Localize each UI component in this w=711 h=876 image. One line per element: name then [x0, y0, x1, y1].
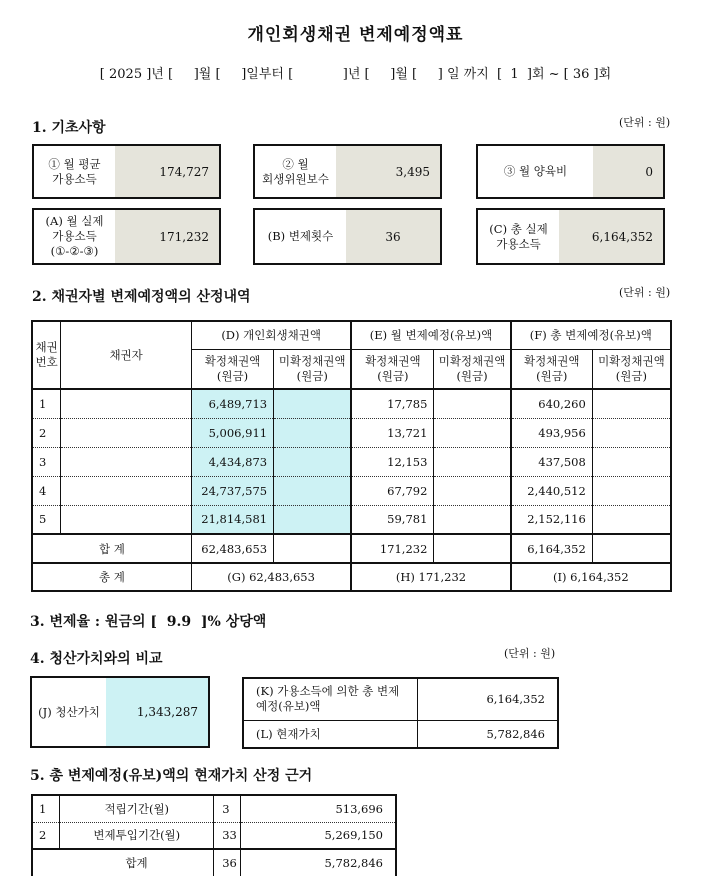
- row-no: 2: [32, 418, 61, 447]
- section3-heading: 3. 변제율 : 원금의 [ 9.9 ]% 상당액: [30, 614, 267, 630]
- total-h: (H) 171,232: [351, 563, 510, 591]
- row-creditor: [61, 389, 192, 418]
- present-value-table: [31, 794, 397, 876]
- col-creditor: 채권자: [61, 321, 192, 389]
- total-i: (I) 6,164,352: [511, 563, 671, 591]
- pv-row-no: [32, 849, 60, 876]
- row-f-unconfirmed: [592, 505, 671, 534]
- subtotal-f-unconfirmed: [592, 534, 671, 563]
- page-title: 개인회생채권 변제예정액표: [247, 25, 464, 45]
- row-d-unconfirmed: [274, 505, 352, 534]
- row-e-confirmed: 12,153: [351, 447, 434, 476]
- box-childcare-label: ③ 월 양육비: [503, 164, 568, 178]
- row-e-unconfirmed: [434, 418, 511, 447]
- row-e-unconfirmed: [434, 389, 511, 418]
- row-f-unconfirmed: [592, 389, 671, 418]
- box-actual-income: [32, 208, 221, 265]
- row-e-unconfirmed: [434, 476, 511, 505]
- row-f-unconfirmed: [592, 418, 671, 447]
- box-trustee-fee-label: ② 월 회생위원보수: [262, 156, 329, 186]
- group-f-header: (F) 총 변제예정(유보)액: [511, 321, 671, 349]
- total-g: (G) 62,483,653: [191, 563, 351, 591]
- box-trustee-fee: [253, 144, 442, 199]
- pv-row-months: 3: [214, 795, 241, 822]
- box-avg-income: [32, 144, 221, 199]
- pv-row-no: 2: [32, 822, 60, 849]
- row-no: 3: [32, 447, 61, 476]
- row-d-confirmed: 21,814,581: [191, 505, 273, 534]
- box-total-income-label: (C) 총 실제 가용소득: [489, 221, 548, 251]
- row-e-unconfirmed: [434, 505, 511, 534]
- row-e-confirmed: 67,792: [351, 476, 434, 505]
- group-e-header: (E) 월 변제예정(유보)액: [351, 321, 510, 349]
- section4-heading: 4. 청산가치와의 비교: [30, 651, 163, 667]
- col-creditor-no: 채권 번호: [32, 321, 61, 389]
- row-f-confirmed: 493,956: [511, 418, 593, 447]
- liquidation-value: 1,343,287: [106, 678, 208, 746]
- subtotal-label: 합 계: [32, 534, 191, 563]
- pv-row-label: 변제투입기간(월): [60, 822, 214, 849]
- box-total-income: [476, 208, 665, 265]
- subtotal-d-unconfirmed: [274, 534, 352, 563]
- table-row: [32, 505, 671, 534]
- row-f-unconfirmed: [592, 476, 671, 505]
- total-row: [32, 563, 671, 591]
- box-avg-income-label: ① 월 평균 가용소득: [48, 156, 101, 186]
- table-row: [32, 795, 396, 822]
- sub-e-confirmed: 확정채권액 (원금): [351, 349, 434, 389]
- box-repay-count-value: 36: [346, 210, 440, 263]
- l-value: 5,782,846: [418, 720, 558, 748]
- pv-row-months: 33: [214, 822, 241, 849]
- liquidation-label: (J) 청산가치: [38, 704, 100, 719]
- box-childcare-value: 0: [593, 146, 663, 197]
- row-f-unconfirmed: [592, 447, 671, 476]
- row-d-unconfirmed: [274, 389, 352, 418]
- table-row: [32, 822, 396, 849]
- row-f-confirmed: 437,508: [511, 447, 593, 476]
- box-actual-income-value: 171,232: [115, 210, 219, 263]
- box-repay-count-label: (B) 변제횟수: [267, 229, 334, 243]
- row-no: 1: [32, 389, 61, 418]
- k-label: (K) 가용소득에 의한 총 변제 예정(유보)액: [243, 678, 418, 720]
- section5-heading: 5. 총 변제예정(유보)액의 현재가치 산정 근거: [30, 768, 313, 784]
- row-e-confirmed: 17,785: [351, 389, 434, 418]
- sub-f-confirmed: 확정채권액 (원금): [511, 349, 593, 389]
- subtotal-e-unconfirmed: [434, 534, 511, 563]
- row-e-confirmed: 59,781: [351, 505, 434, 534]
- row-d-confirmed: 6,489,713: [191, 389, 273, 418]
- row-no: 5: [32, 505, 61, 534]
- unit-label-4: (단위 : 원): [504, 647, 556, 660]
- pv-row-no: 1: [32, 795, 60, 822]
- pv-row-value: 5,782,846: [241, 849, 396, 876]
- comparison-table: [242, 677, 559, 749]
- subtotal-f: 6,164,352: [511, 534, 593, 563]
- creditor-table: [31, 320, 672, 592]
- table-row: [32, 476, 671, 505]
- row-f-confirmed: 2,440,512: [511, 476, 593, 505]
- row-creditor: [61, 418, 192, 447]
- box-trustee-fee-value: 3,495: [336, 146, 440, 197]
- pv-row-months: 36: [214, 849, 241, 876]
- subtotal-d: 62,483,653: [191, 534, 273, 563]
- row-f-confirmed: 640,260: [511, 389, 593, 418]
- box-repay-count: [253, 208, 442, 265]
- unit-label-2: (단위 : 원): [619, 286, 671, 299]
- section1-heading: 1. 기초사항: [32, 120, 106, 136]
- subtotal-e: 171,232: [351, 534, 434, 563]
- sub-f-unconfirmed: 미확정채권액 (원금): [592, 349, 671, 389]
- sub-e-unconfirmed: 미확정채권액 (원금): [434, 349, 511, 389]
- table-row: [32, 447, 671, 476]
- group-d-header: (D) 개인회생채권액: [191, 321, 351, 349]
- table-row: [32, 418, 671, 447]
- sub-d-unconfirmed: 미확정채권액 (원금): [274, 349, 352, 389]
- total-label: 총 계: [32, 563, 191, 591]
- row-creditor: [61, 447, 192, 476]
- box-total-income-value: 6,164,352: [559, 210, 663, 263]
- pv-total-row: [32, 849, 396, 876]
- box-avg-income-value: 174,727: [115, 146, 219, 197]
- pv-row-value: 5,269,150: [241, 822, 396, 849]
- box-actual-income-label: (A) 월 실제 가용소득 (①-②-③): [45, 214, 104, 258]
- row-d-confirmed: 5,006,911: [191, 418, 273, 447]
- box-childcare: [476, 144, 665, 199]
- row-creditor: [61, 476, 192, 505]
- l-label: (L) 현재가치: [243, 720, 418, 748]
- k-value: 6,164,352: [418, 678, 558, 720]
- row-no: 4: [32, 476, 61, 505]
- repayment-period: [ 2025 ]년 [ ]월 [ ]일부터 [ ]년 [ ]월 [ ] 일 까지 [ 1 ]회 ~ [ 36 ]회: [99, 67, 612, 82]
- row-d-unconfirmed: [274, 447, 352, 476]
- row-d-unconfirmed: [274, 476, 352, 505]
- row-e-unconfirmed: [434, 447, 511, 476]
- row-d-unconfirmed: [274, 418, 352, 447]
- pv-row-label: 합계: [60, 849, 214, 876]
- row-f-confirmed: 2,152,116: [511, 505, 593, 534]
- sub-d-confirmed: 확정채권액 (원금): [191, 349, 273, 389]
- table-row: [32, 389, 671, 418]
- section2-heading: 2. 채권자별 변제예정액의 산정내역: [32, 289, 251, 305]
- pv-row-label: 적립기간(월): [60, 795, 214, 822]
- row-d-confirmed: 24,737,575: [191, 476, 273, 505]
- row-e-confirmed: 13,721: [351, 418, 434, 447]
- unit-label-1: (단위 : 원): [619, 116, 671, 129]
- box-liquidation-value: [30, 676, 210, 748]
- subtotal-row: [32, 534, 671, 563]
- row-d-confirmed: 4,434,873: [191, 447, 273, 476]
- pv-row-value: 513,696: [241, 795, 396, 822]
- row-creditor: [61, 505, 192, 534]
